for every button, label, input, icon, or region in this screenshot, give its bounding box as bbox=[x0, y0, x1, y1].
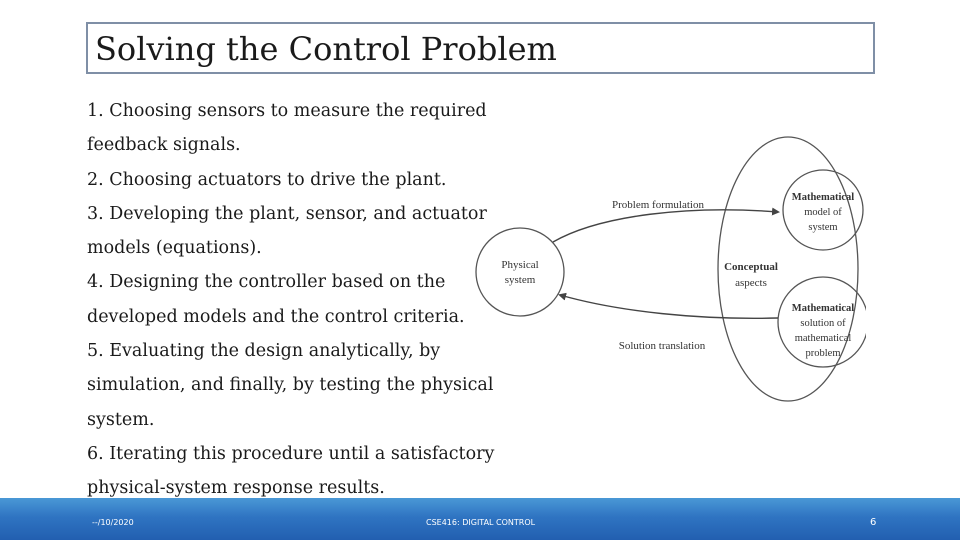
step-line: 3. Developing the plant, sensor, and actuator bbox=[87, 203, 487, 224]
step-line: simulation, and finally, by testing the physical bbox=[87, 375, 494, 396]
problem-formulation-label: Problem formulation bbox=[612, 199, 704, 211]
math-model-label: system bbox=[808, 222, 838, 233]
math-solution-label: problem bbox=[805, 348, 841, 359]
steps-list bbox=[87, 94, 527, 506]
problem-formulation-arrow bbox=[553, 210, 778, 242]
step-line: models (equations). bbox=[87, 238, 262, 259]
physical-system-label: Physical bbox=[501, 259, 539, 271]
title-box bbox=[86, 22, 875, 74]
step-line: system. bbox=[87, 409, 155, 430]
control-problem-diagram bbox=[466, 136, 866, 406]
step-line: 1. Choosing sensors to measure the required bbox=[87, 101, 487, 121]
step-line: 6. Iterating this procedure until a satisfactory bbox=[87, 443, 495, 464]
footer-bar bbox=[0, 498, 960, 540]
page-number: 6 bbox=[870, 517, 877, 528]
step-line: feedback signals. bbox=[87, 135, 241, 156]
step-line: 2. Choosing actuators to drive the plant. bbox=[87, 169, 447, 190]
conceptual-aspects-label: Conceptual bbox=[724, 261, 778, 273]
solution-translation-label: Solution translation bbox=[618, 340, 706, 352]
slide-title: Solving the Control Problem bbox=[95, 30, 557, 68]
footer-date: --/10/2020 bbox=[92, 518, 134, 527]
math-solution-label: solution of bbox=[800, 318, 846, 329]
step-line: physical-system response results. bbox=[87, 478, 385, 499]
math-solution-label: mathematical bbox=[794, 333, 852, 344]
physical-system-circle bbox=[476, 228, 564, 316]
conceptual-aspects-label: aspects bbox=[735, 277, 767, 289]
footer-course: CSE416: DIGITAL CONTROL bbox=[426, 518, 536, 527]
math-model-label: model of bbox=[804, 207, 842, 218]
step-line: 5. Evaluating the design analytically, by bbox=[87, 341, 441, 362]
physical-system-label: system bbox=[504, 274, 536, 286]
step-line: 4. Designing the controller based on the bbox=[87, 272, 446, 293]
solution-translation-arrow bbox=[560, 295, 778, 318]
step-line: developed models and the control criteria. bbox=[87, 306, 465, 327]
math-solution-label: Mathematical bbox=[791, 303, 855, 314]
math-model-label: Mathematical bbox=[791, 192, 855, 203]
